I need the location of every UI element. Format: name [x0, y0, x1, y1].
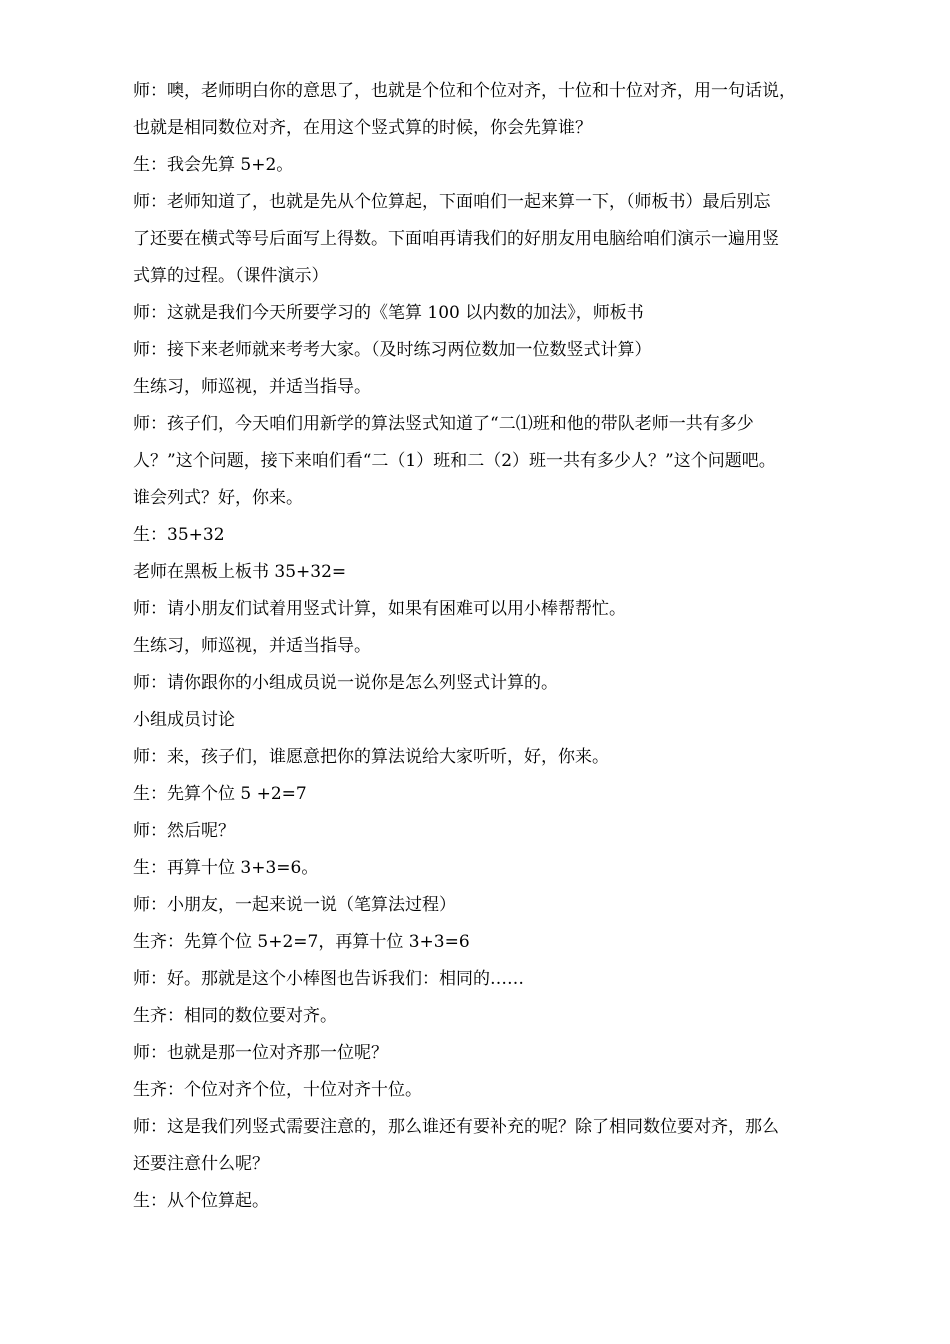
text-line: 谁会列式？好，你来。	[133, 488, 303, 508]
text-line: 生练习，师巡视，并适当指导。	[133, 636, 371, 656]
paragraph	[133, 147, 863, 184]
paragraph	[133, 332, 863, 369]
text-line: 师：请小朋友们试着用竖式计算，如果有困难可以用小棒帮帮忙。	[133, 599, 626, 619]
text-line: 师：也就是那一位对齐那一位呢？	[133, 1043, 388, 1063]
paragraph	[133, 554, 863, 591]
text-line: 师：接下来老师就来考考大家。（及时练习两位数加一位数竖式计算）	[133, 340, 652, 360]
text-line: 式算的过程。（课件演示）	[133, 266, 329, 286]
paragraph	[133, 998, 863, 1035]
text-line: 师：好。那就是这个小棒图也告诉我们：相同的……	[133, 969, 524, 989]
paragraph	[133, 665, 863, 702]
text-line: 生：35+32	[133, 525, 225, 545]
paragraph	[133, 628, 863, 665]
paragraph	[133, 1035, 863, 1072]
text-line: 师：请你跟你的小组成员说一说你是怎么列竖式计算的。	[133, 673, 558, 693]
paragraph	[133, 961, 863, 998]
paragraph	[133, 702, 863, 739]
text-line: 生：从个位算起。	[133, 1191, 269, 1211]
text-line: 也就是相同数位对齐，在用这个竖式算的时候，你会先算谁？	[133, 118, 592, 138]
paragraph	[133, 813, 863, 850]
text-line: 还要注意什么呢？	[133, 1154, 269, 1174]
text-line: 生齐：先算个位 5+2=7，再算十位 3+3=6	[133, 932, 470, 952]
text-line: 师：然后呢？	[133, 821, 235, 841]
paragraph	[133, 924, 863, 961]
text-line: 生齐：个位对齐个位，十位对齐十位。	[133, 1080, 422, 1100]
text-line: 师：这是我们列竖式需要注意的，那么谁还有要补充的呢？除了相同数位要对齐，那么	[133, 1117, 779, 1137]
paragraph	[133, 73, 863, 147]
paragraph	[133, 776, 863, 813]
text-line: 生：先算个位 5 +2=7	[133, 784, 307, 804]
text-line: 小组成员讨论	[133, 710, 235, 730]
text-line: 师：小朋友，一起来说一说（笔算法过程）	[133, 895, 456, 915]
text-line: 师：老师知道了，也就是先从个位算起，下面咱们一起来算一下，（师板书）最后别忘	[133, 192, 771, 212]
paragraph	[133, 406, 863, 517]
text-line: 生：再算十位 3+3=6。	[133, 858, 319, 878]
text-line: 老师在黑板上板书 35+32=	[133, 562, 347, 582]
paragraph	[133, 184, 863, 295]
paragraph	[133, 369, 863, 406]
text-line: 师：噢，老师明白你的意思了，也就是个位和个位对齐，十位和十位对齐，用一句话说，	[133, 81, 796, 101]
text-line: 生练习，师巡视，并适当指导。	[133, 377, 371, 397]
paragraph	[133, 1109, 863, 1183]
text-line: 师：来，孩子们，谁愿意把你的算法说给大家听听，好，你来。	[133, 747, 609, 767]
paragraph	[133, 295, 863, 332]
document-body	[133, 73, 863, 1220]
text-line: 人？”这个问题，接下来咱们看“二（1）班和二（2）班一共有多少人？”这个问题吧。	[133, 451, 776, 471]
paragraph	[133, 517, 863, 554]
paragraph	[133, 739, 863, 776]
text-line: 生：我会先算 5+2。	[133, 155, 294, 175]
text-line: 师：孩子们，今天咱们用新学的算法竖式知道了“二⑴班和他的带队老师一共有多少	[133, 414, 754, 434]
paragraph	[133, 887, 863, 924]
paragraph	[133, 591, 863, 628]
paragraph	[133, 1183, 863, 1220]
paragraph	[133, 1072, 863, 1109]
text-line: 师：这就是我们今天所要学习的《笔算 100 以内数的加法》，师板书	[133, 303, 644, 323]
paragraph	[133, 850, 863, 887]
text-line: 了还要在横式等号后面写上得数。下面咱再请我们的好朋友用电脑给咱们演示一遍用竖	[133, 229, 779, 249]
text-line: 生齐：相同的数位要对齐。	[133, 1006, 337, 1026]
